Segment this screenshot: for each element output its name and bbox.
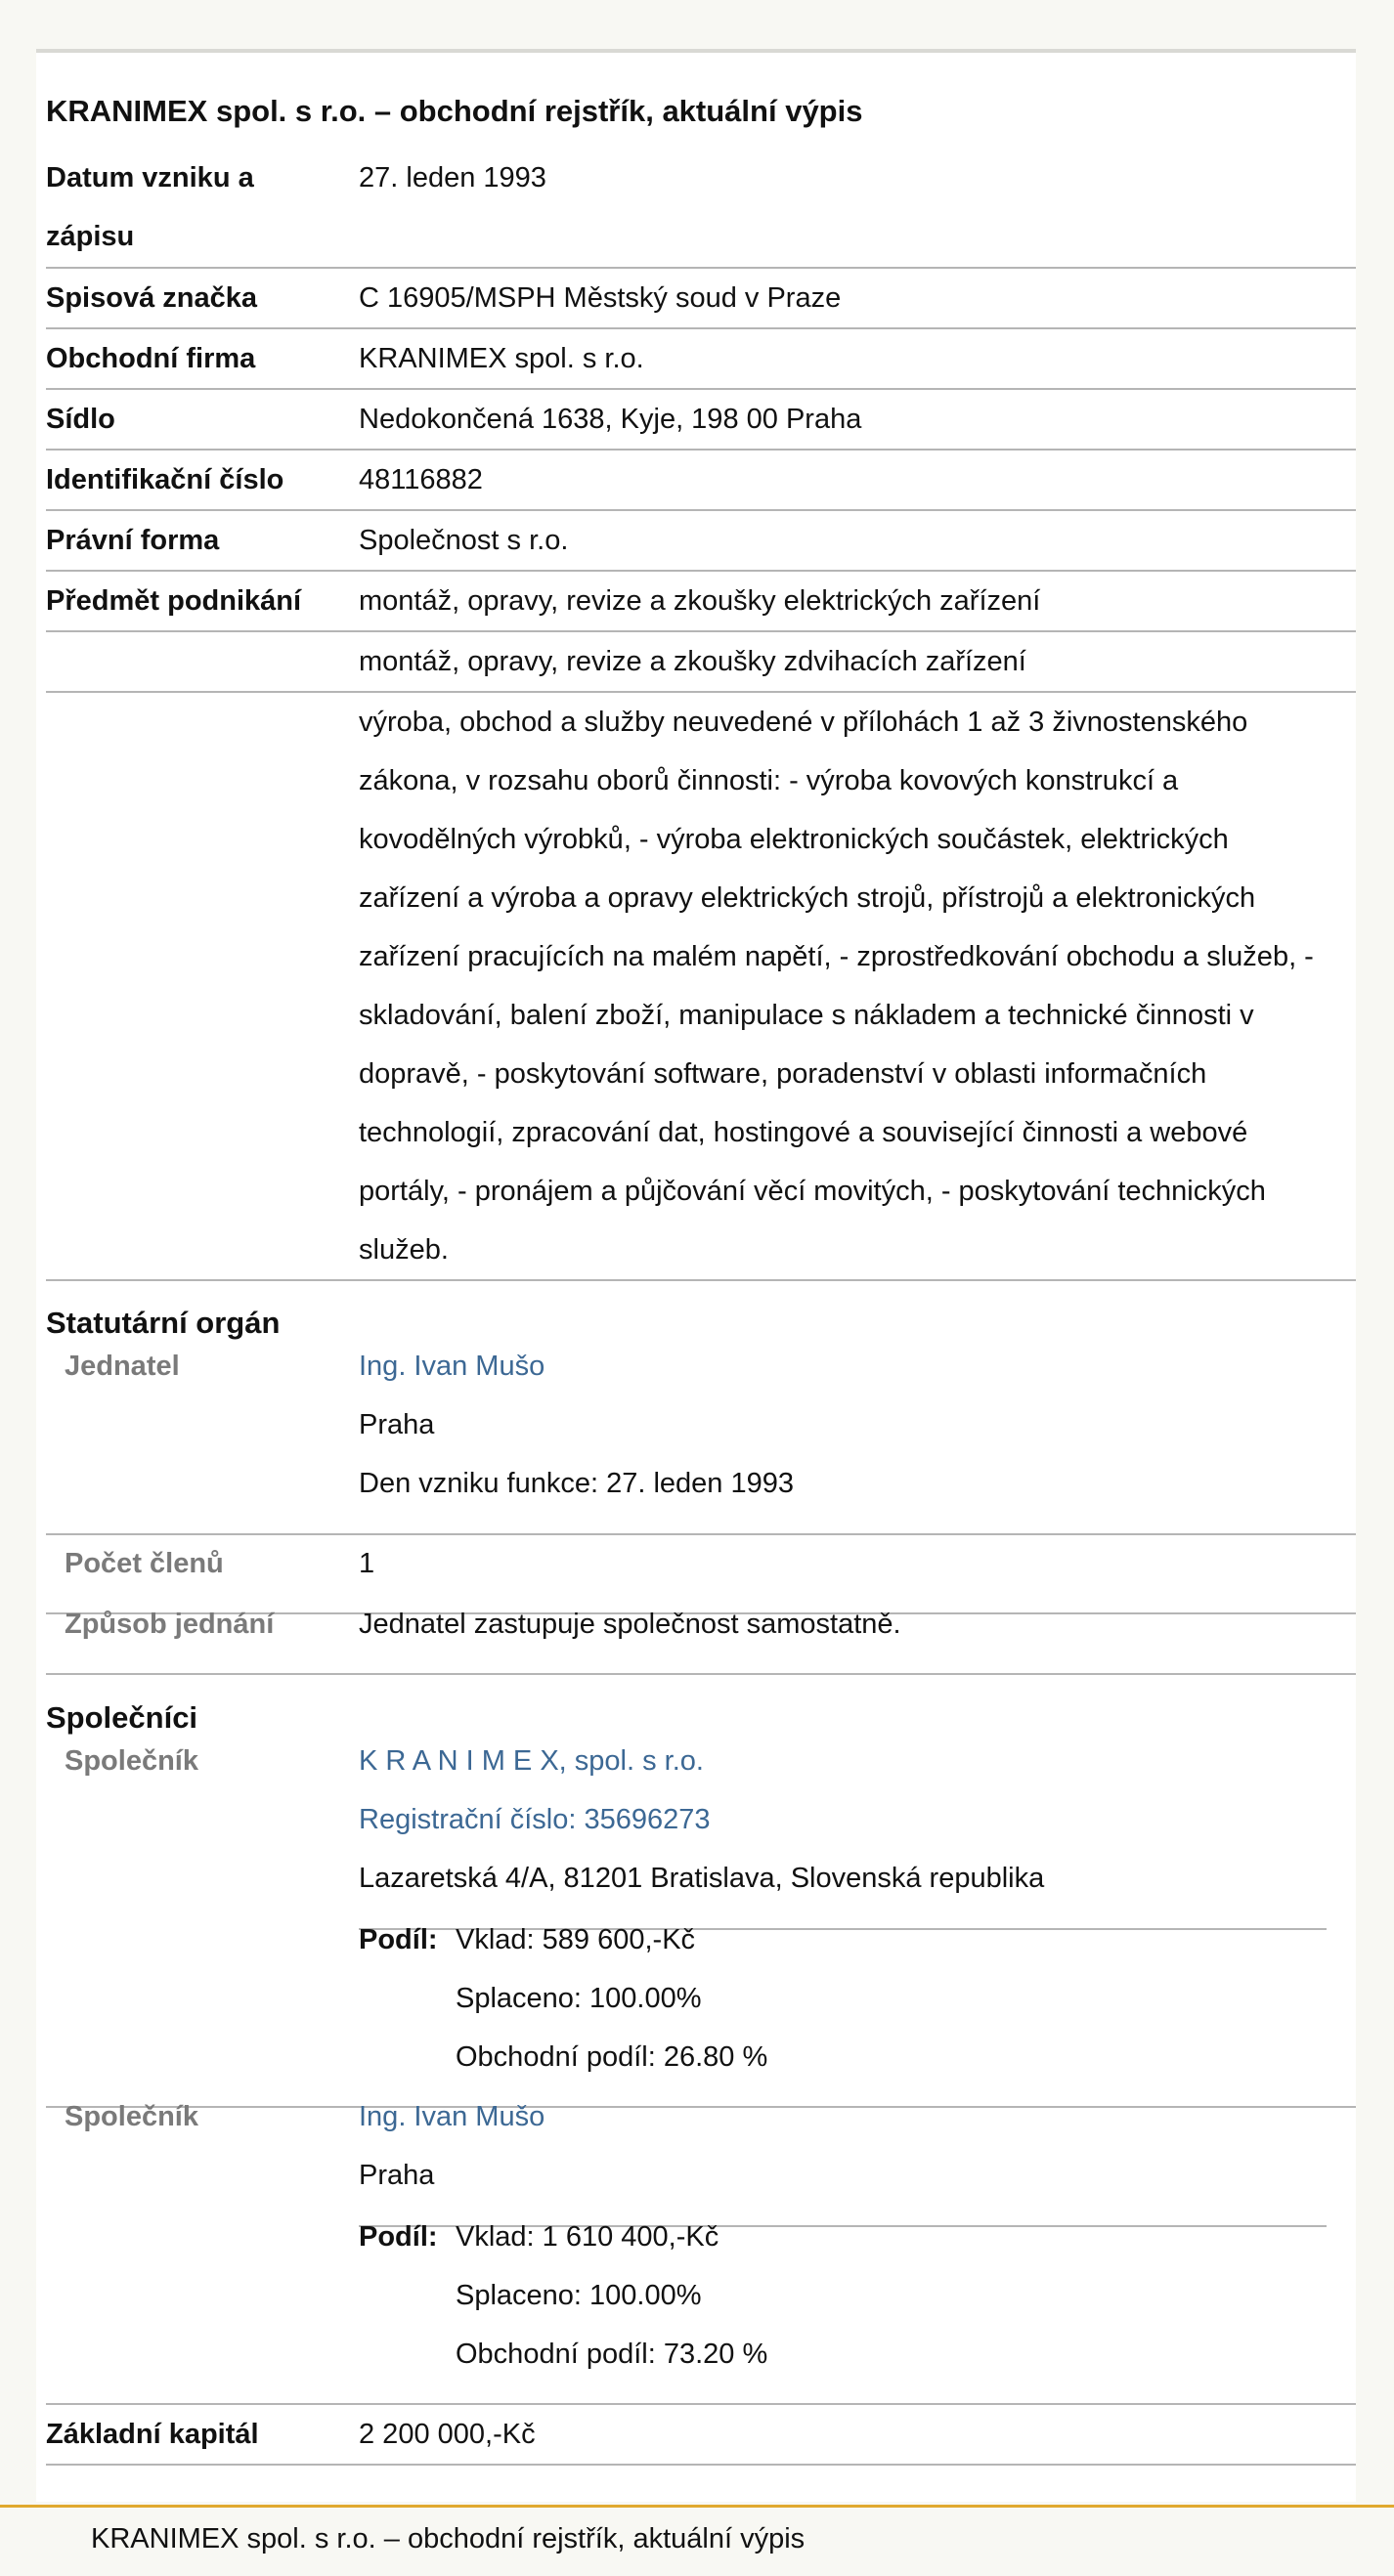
pocet-value: 1 [359,1548,375,1579]
zpusob-label: Způsob jednání [65,1609,275,1640]
footer-divider [0,2505,1394,2508]
spisova-value: C 16905/MSPH Městský soud v Praze [359,282,842,314]
spolecnik-label: Společník [65,1745,198,1777]
firma-value: KRANIMEX spol. s r.o. [359,343,644,374]
jednatel-since: Den vzniku funkce: 27. leden 1993 [359,1468,794,1499]
datum-value: 27. leden 1993 [359,162,546,193]
divider [46,1279,1356,1281]
statutarni-heading: Statutární orgán [46,1306,281,1340]
page-title: KRANIMEX spol. s r.o. – obchodní rejstřík, aktuální výpis [46,94,863,128]
spolecnik-reg-link[interactable]: Registrační číslo: 35696273 [359,1804,711,1835]
footer-text: KRANIMEX spol. s r.o. – obchodní rejstřík, aktuální výpis [91,2523,806,2555]
text-line: služeb. [359,1234,449,1266]
obchodni-podil-value: Obchodní podíl: 73.20 % [456,2339,768,2370]
text-line: zařízení a výroba a opravy elektrických strojů, přístrojů a elektronických [359,882,1256,914]
text-line: zákona, v rozsahu oborů činnosti: - výroba kovových konstrukcí a [359,765,1179,796]
predmet-item: montáž, opravy, revize a zkoušky zdvihacích zařízení [359,646,1026,677]
sidlo-value: Nedokončená 1638, Kyje, 198 00 Praha [359,404,862,435]
datum-label-line1: Datum vzniku a [46,162,254,193]
sidlo-label: Sídlo [46,404,115,435]
text-line: zařízení pracujících na malém napětí, - zprostředkování obchodu a služeb, - [359,941,1314,972]
splaceno-value: Splaceno: 100.00% [456,1983,702,2014]
text-line: technologií, zpracování dat, hostingové a související činnosti a webové [359,1117,1248,1148]
ico-label: Identifikační číslo [46,464,284,495]
forma-label: Právní forma [46,525,220,556]
divider [46,509,1356,511]
predmet-label: Předmět podnikání [46,585,302,617]
spolecnik-name-link[interactable]: Ing. Ivan Mušo [359,2101,545,2132]
vklad-value: Vklad: 1 610 400,-Kč [456,2221,719,2253]
text-line: dopravě, - poskytování software, poradenství v oblasti informačních [359,1058,1207,1090]
podil-label: Podíl: [359,1924,438,1955]
text-line: výroba, obchod a služby neuvedené v přílohách 1 až 3 živnostenského [359,707,1248,738]
zpusob-value: Jednatel zastupuje společnost samostatně. [359,1609,901,1640]
text-line: kovodělných výrobků, - výroba elektronických součástek, elektrických [359,824,1229,855]
podil-label: Podíl: [359,2221,438,2253]
spolecnik-label: Společník [65,2101,198,2132]
ico-value: 48116882 [359,464,483,495]
spolecnik-address: Lazaretská 4/A, 81201 Bratislava, Slovenská republika [359,1863,1045,1894]
divider [46,1533,1356,1535]
jednatel-name-link[interactable]: Ing. Ivan Mušo [359,1351,545,1382]
splaceno-value: Splaceno: 100.00% [456,2280,702,2311]
divider [46,1673,1356,1675]
spisova-label: Spisová značka [46,282,257,314]
datum-label-line2: zápisu [46,221,135,252]
spolecnici-heading: Společníci [46,1700,198,1735]
obchodni-podil-value: Obchodní podíl: 26.80 % [456,2041,768,2073]
text-line: skladování, balení zboží, manipulace s nákladem a technické činnosti v [359,1000,1254,1031]
text-line: portály, - pronájem a půjčování věcí movitých, - poskytování technických [359,1176,1266,1207]
jednatel-label: Jednatel [65,1351,180,1382]
document-page [36,49,1356,2502]
predmet-long-text [359,693,1346,1279]
spolecnik-address: Praha [359,2160,435,2191]
divider [46,2106,1356,2108]
spolecnik-name-link[interactable]: K R A N I M E X, spol. s r.o. [359,1745,704,1777]
kapital-value: 2 200 000,-Kč [359,2419,536,2450]
pocet-label: Počet členů [65,1548,224,1579]
firma-label: Obchodní firma [46,343,256,374]
predmet-item: montáž, opravy, revize a zkoušky elektrických zařízení [359,585,1041,617]
jednatel-city: Praha [359,1409,435,1440]
kapital-label: Základní kapitál [46,2419,259,2450]
top-divider [36,49,1356,53]
forma-value: Společnost s r.o. [359,525,569,556]
vklad-value: Vklad: 589 600,-Kč [456,1924,696,1955]
divider [46,2464,1356,2466]
